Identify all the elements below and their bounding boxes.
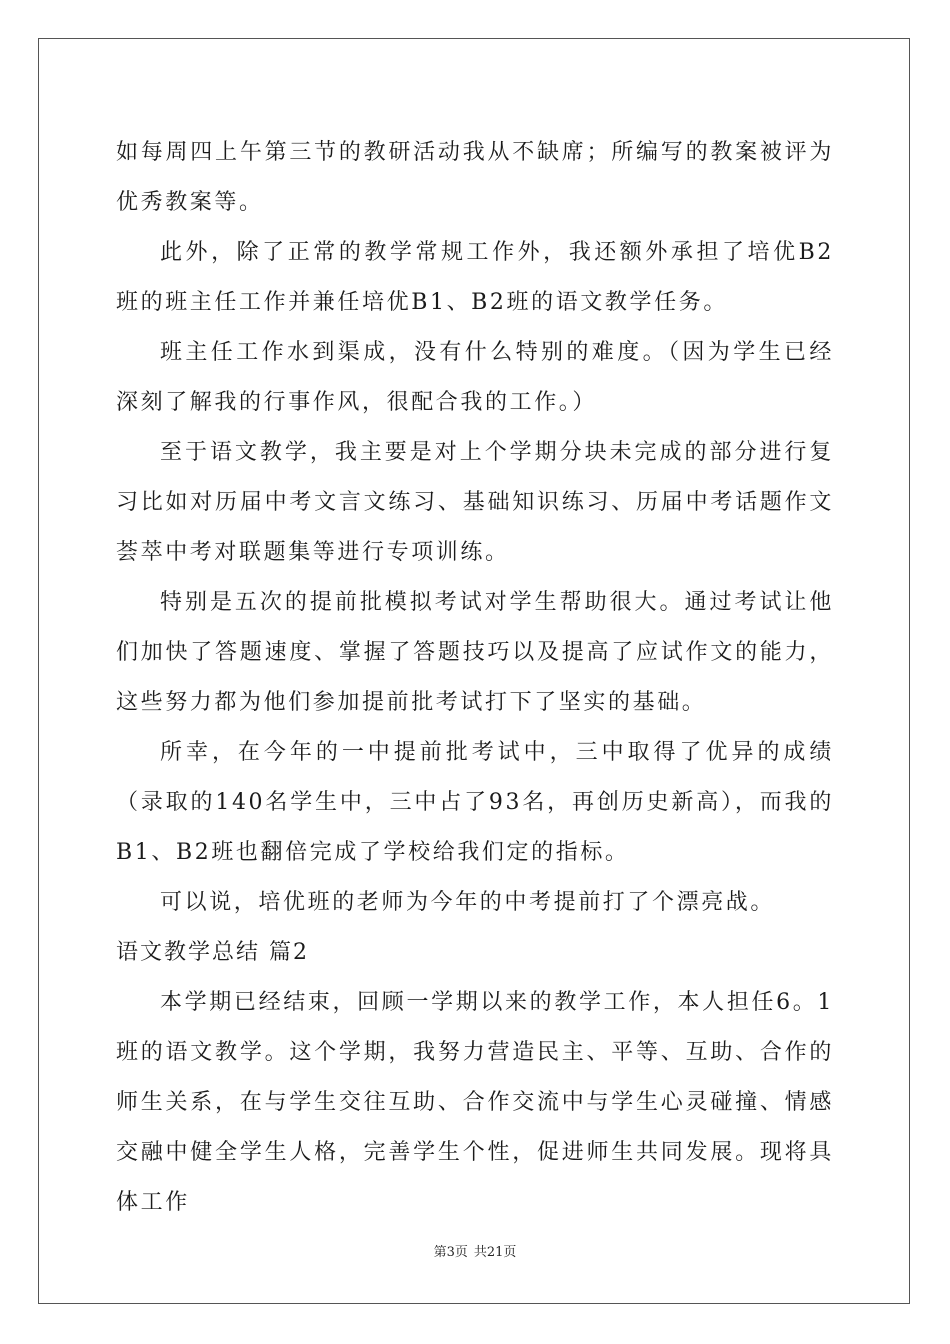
section-heading: 语文教学总结 篇2 [116,940,309,965]
paragraph-1: 如每周四上午第三节的教研活动我从不缺席；所编写的教案被评为优秀教案等。 [116,140,834,215]
paragraph-4: 至于语文教学，我主要是对上个学期分块未完成的部分进行复习比如对历届中考文言文练习、基础知识练习、历届中考话题作文荟萃中考对联题集等进行专项训练。 [116,440,834,565]
total-pages-label: 共21页 [473,1245,517,1260]
paragraph-6: 所幸，在今年的一中提前批考试中，三中取得了优异的成绩（录取的140名学生中，三中占了93名，再创历史新高），而我的B1、B2班也翻倍完成了学校给我们定的指标。 [116,740,834,865]
page-number-label: 第3页 [433,1245,468,1260]
paragraph-7: 可以说，培优班的老师为今年的中考提前打了个漂亮战。 [160,890,776,915]
page-footer [0,1241,950,1260]
paragraph-3: 班主任工作水到渠成，没有什么特别的难度。（因为学生已经深刻了解我的行事作风，很配合我的工作。） [116,340,834,415]
section-paragraph-1: 本学期已经结束，回顾一学期以来的教学工作，本人担任6。1班的语文教学。这个学期，我努力营造民主、平等、互助、合作的师生关系，在与学生交往互助、合作交流中与学生心灵碰撞、情感交融中健全学生人格，完善学生个性，促进师生共同发展。现将具体工作 [116,990,834,1215]
paragraph-5: 特别是五次的提前批模拟考试对学生帮助很大。通过考试让他们加快了答题速度、掌握了答题技巧以及提高了应试作文的能力，这些努力都为他们参加提前批考试打下了坚实的基础。 [116,590,834,715]
document-body [116,128,834,1228]
paragraph-2: 此外，除了正常的教学常规工作外，我还额外承担了培优B2班的班主任工作并兼任培优B1、B2班的语文教学任务。 [116,240,834,315]
